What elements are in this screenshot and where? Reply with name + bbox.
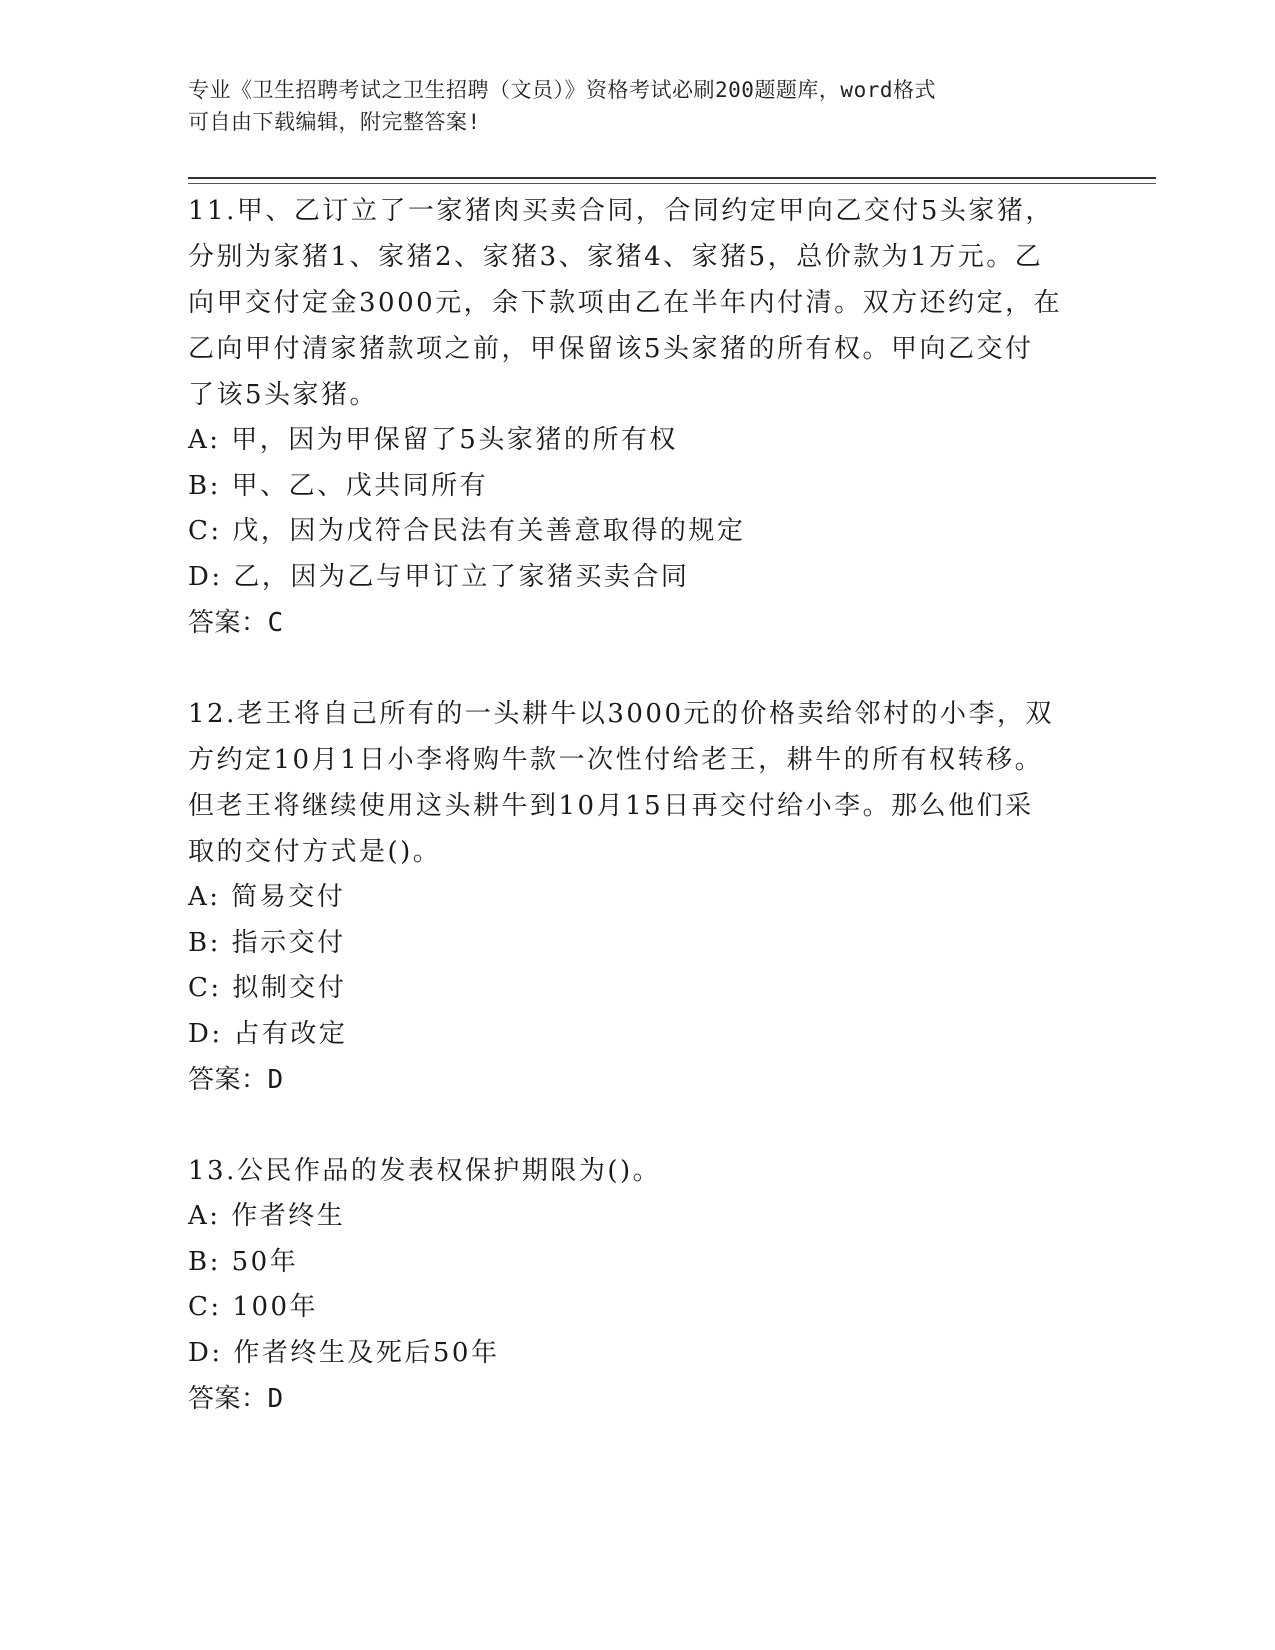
question-spacer [188,646,1088,691]
question-stem-line: 了该5头家猪。 [188,380,379,410]
answer-line: 答案：D [188,1065,284,1095]
option-c: C: 拟制交付 [188,973,347,1003]
question-12 [188,691,1088,1103]
header-line-1: 专业《卫生招聘考试之卫生招聘（文员）》资格考试必刷200题题库，word格式 [188,78,936,102]
option-b: B: 甲、乙、戊共同所有 [188,470,489,501]
question-stem-line: 12.老王将自己所有的一头耕牛以3000元的价格卖给邻村的小李，双 [188,699,1055,729]
question-stem-line: 方约定10月1日小李将购牛款一次性付给老王，耕牛的所有权转移。 [188,745,1044,775]
question-stem-line: 但老王将继续使用这头耕牛到10月15日再交付给小李。那么他们采 [188,791,1034,821]
question-13 [188,1148,1088,1422]
question-stem-line: 向甲交付定金3000元，余下款项由乙在半年内付清。双方还约定，在 [188,288,1063,318]
question-stem-line: 11.甲、乙订立了一家猪肉买卖合同，合同约定甲向乙交付5头家猪， [188,196,1054,226]
option-d: D: 作者终生及死后50年 [188,1337,500,1368]
header-divider-thick [188,177,1156,179]
document-header [188,74,1068,138]
option-a: A: 简易交付 [188,882,346,912]
option-d: D: 占有改定 [188,1018,348,1049]
question-stem-line: 乙向甲付清家猪款项之前，甲保留该5头家猪的所有权。甲向乙交付 [188,334,1034,364]
option-d: D: 乙，因为乙与甲订立了家猪买卖合同 [188,561,690,592]
question-stem-line: 取的交付方式是()。 [188,837,442,867]
option-b: B: 指示交付 [188,927,346,958]
option-a: A: 作者终生 [188,1201,346,1231]
answer-line: 答案：D [188,1384,284,1414]
option-b: B: 50年 [188,1246,299,1277]
question-stem-line: 分别为家猪1、家猪2、家猪3、家猪4、家猪5，总价款为1万元。乙 [188,242,1044,272]
question-11 [188,188,1088,646]
question-spacer [188,1103,1088,1148]
option-c: C: 戊，因为戊符合民法有关善意取得的规定 [188,516,746,546]
header-divider-thin [188,183,1156,184]
option-a: A: 甲，因为甲保留了5头家猪的所有权 [188,425,678,455]
option-c: C: 100年 [188,1292,319,1322]
question-stem-line: 13.公民作品的发表权保护期限为()。 [188,1156,662,1186]
answer-line: 答案：C [188,608,284,638]
question-list [188,188,1088,1422]
header-line-2: 可自由下载编辑，附完整答案! [188,110,481,134]
